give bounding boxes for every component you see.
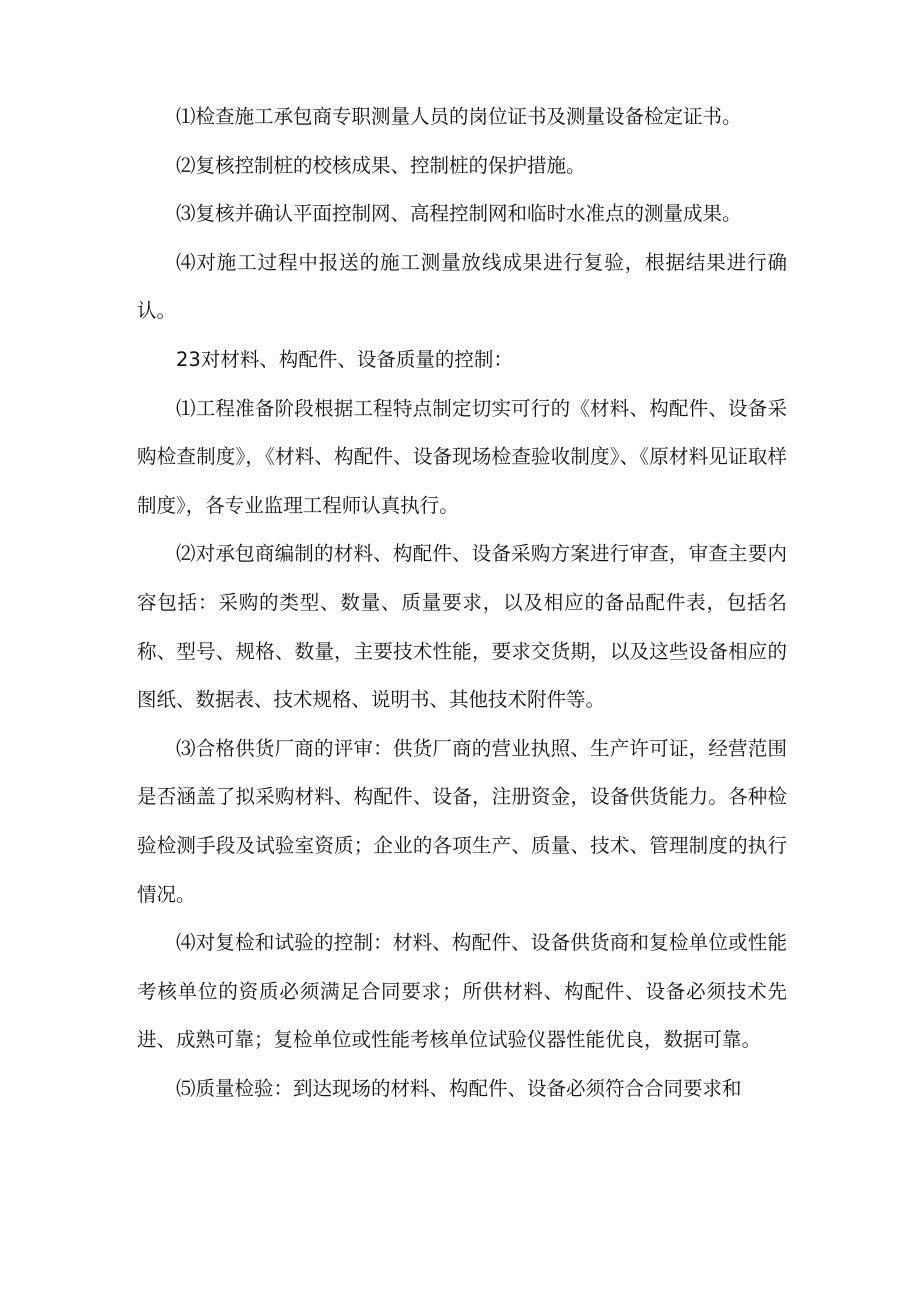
paragraph-survey-certificates: ⑴检查施工承包商专职测量人员的岗位证书及测量设备检定证书。 (176, 105, 742, 128)
paragraph-control-piles: ⑵复核控制桩的校核成果、控制桩的保护措施。 (176, 153, 586, 177)
paragraph-preparation-systems: ⑴工程准备阶段根据工程特点制定切实可行的《材料、构配件、设备采购检查制度》，《材料、构配件、设备现场检查验收制度》、《原材料见证取样制度》，各专业监理工程师认真执行。 (137, 396, 787, 517)
paragraph-procurement-review: ⑵对承包商编制的材料、构配件、设备采购方案进行审查，审查主要内容包括：采购的类型、数量、质量要求，以及相应的备品配件表，包括名称、型号、规格、数量，主要技术性能，要求交货期，以及这些设备相应的图纸、数据表、技术规格、说明书、其他技术附件等。 (137, 542, 787, 712)
section-heading-materials-control: 23对材料、构配件、设备质量的控制： (176, 347, 513, 371)
paragraph-layout-verification: ⑷对施工过程中报送的施工测量放线成果进行复验，根据结果进行确认。 (137, 250, 787, 323)
paragraph-quality-inspection: ⑸质量检验：到达现场的材料、构配件、设备必须符合合同要求和 (176, 1076, 742, 1100)
document-body (137, 93, 787, 1113)
paragraph-supplier-evaluation: ⑶合格供货厂商的评审：供货厂商的营业执照、生产许可证，经营范围是否涵盖了拟采购材料、构配件、设备，注册资金，设备供货能力。各种检验检测手段及试验室资质；企业的各项生产、质量、技术、管理制度的执行情况。 (137, 736, 787, 906)
paragraph-control-network: ⑶复核并确认平面控制网、高程控制网和临时水准点的测量成果。 (176, 202, 742, 226)
paragraph-retest-control: ⑷对复检和试验的控制：材料、构配件、设备供货商和复检单位或性能考核单位的资质必须满足合同要求；所供材料、构配件、设备必须技术先进、成熟可靠；复检单位或性能考核单位试验仪器性能优良，数据可靠。 (137, 931, 787, 1052)
